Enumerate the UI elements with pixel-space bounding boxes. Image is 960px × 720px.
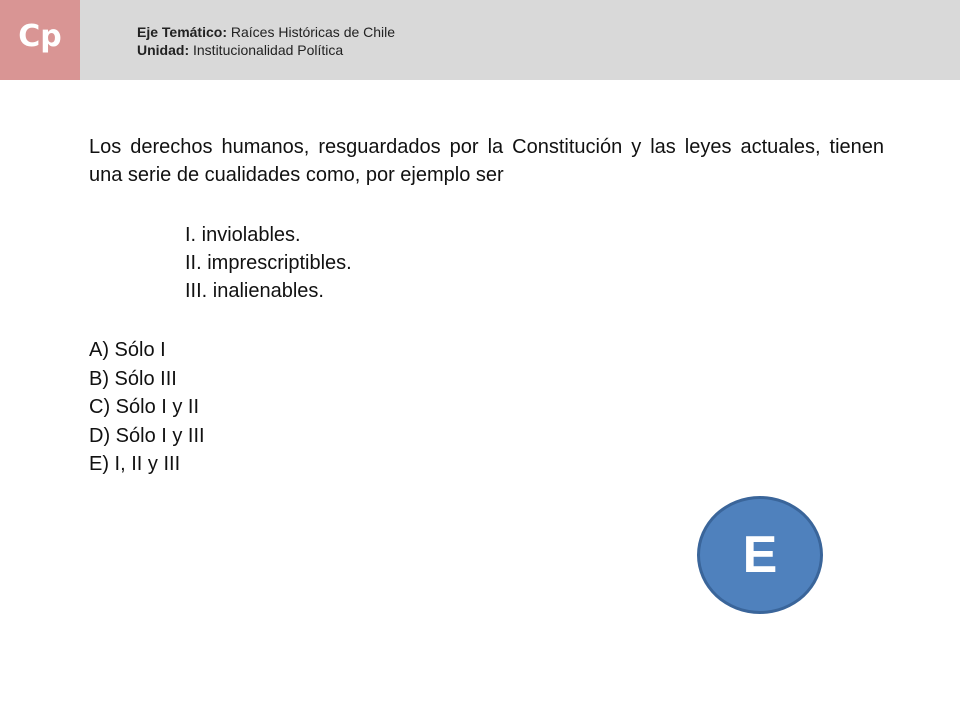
answer-options xyxy=(89,336,205,479)
statement-item: I. inviolables. xyxy=(185,224,301,246)
option-c[interactable]: C) Sólo I y II xyxy=(89,396,200,418)
option-a[interactable]: A) Sólo I xyxy=(89,339,166,361)
statement-item: III. inalienables. xyxy=(185,280,324,302)
eje-label: Eje Temático: xyxy=(137,24,227,40)
statement-list xyxy=(185,221,352,305)
option-d[interactable]: D) Sólo I y III xyxy=(89,424,205,447)
option-e[interactable]: E) I, II y III xyxy=(89,453,181,475)
header-bar xyxy=(0,0,960,80)
unidad-value: Institucionalidad Política xyxy=(193,42,344,58)
answer-badge xyxy=(697,496,823,614)
unidad-label: Unidad: xyxy=(137,42,190,58)
logo-text: Cp xyxy=(18,18,62,54)
topic-info xyxy=(137,23,395,59)
answer-letter: E xyxy=(742,526,778,584)
option-b[interactable]: B) Sólo III xyxy=(89,367,177,390)
unidad-line xyxy=(137,41,395,59)
statement-item: II. imprescriptibles. xyxy=(185,252,352,274)
question-stem: Los derechos humanos, resguardados por la Constitución y las leyes actuales, tienen una serie de cualidades como, por ejemplo ser xyxy=(89,136,884,186)
eje-value: Raíces Históricas de Chile xyxy=(230,24,396,40)
eje-line xyxy=(137,23,395,41)
logo xyxy=(0,0,80,80)
